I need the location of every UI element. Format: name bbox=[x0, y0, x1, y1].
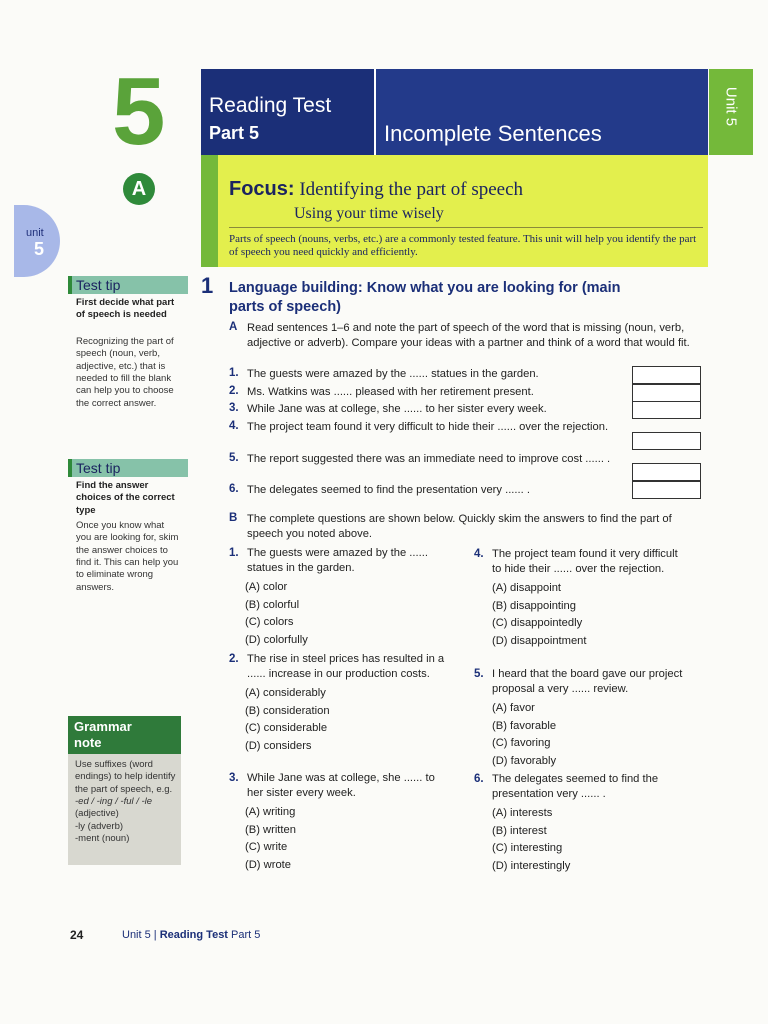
test-tip-bold: Find the answer choices of the correct type bbox=[76, 480, 175, 516]
question-block bbox=[474, 667, 689, 771]
question-number: 4. bbox=[474, 548, 484, 560]
footer-section: Reading Test bbox=[159, 929, 228, 941]
part-a-label: A bbox=[229, 321, 238, 333]
option: (C) considerable bbox=[245, 722, 328, 735]
grammar-example: -ment (noun) bbox=[75, 833, 130, 845]
item-text: The guests were amazed by the ...... statues in the garden. bbox=[247, 368, 539, 380]
answer-box[interactable] bbox=[632, 366, 701, 384]
test-tip-bold: First decide what part of speech is needed bbox=[76, 297, 175, 321]
grammar-note-heading bbox=[68, 716, 181, 754]
option: (C) favoring bbox=[492, 737, 551, 750]
grammar-note-text bbox=[75, 759, 179, 845]
option: (D) colorfully bbox=[245, 633, 308, 646]
exercise-title: Language building: Know what you are looking for (main parts of speech) bbox=[229, 280, 621, 315]
question-number: 2. bbox=[229, 653, 239, 665]
header-title-line1: Reading Test bbox=[209, 94, 332, 117]
focus-heading bbox=[229, 178, 523, 201]
option: (D) disappointment bbox=[492, 634, 587, 647]
question-block bbox=[229, 652, 454, 756]
option: (C) colors bbox=[245, 616, 294, 629]
unit-number: 5 bbox=[112, 58, 166, 165]
item-text: The report suggested there was an immediate need to improve cost ...... . bbox=[247, 453, 611, 465]
exercise-number: 1 bbox=[201, 273, 214, 298]
option: (A) considerably bbox=[245, 687, 326, 700]
question-number: 3. bbox=[229, 772, 239, 784]
option: (D) considers bbox=[245, 739, 312, 752]
page-number: 24 bbox=[70, 928, 84, 942]
option: (A) favor bbox=[492, 702, 535, 715]
item-number: 4. bbox=[229, 420, 239, 432]
question-text: The rise in steel prices has resulted in a ...... increase in our production costs. bbox=[247, 653, 445, 680]
question-text: The project team found it very difficult to hide their ...... over the rejection. bbox=[492, 548, 678, 575]
grammar-example: -ed / -ing / -ful / -le bbox=[75, 796, 153, 808]
option: (B) favorable bbox=[492, 719, 557, 732]
option: (B) written bbox=[245, 823, 296, 836]
option: (C) write bbox=[245, 841, 288, 854]
item-text: While Jane was at college, she ...... to her sister every week. bbox=[247, 403, 547, 415]
question-block bbox=[474, 547, 689, 651]
option: (D) wrote bbox=[245, 858, 291, 871]
item-number: 1. bbox=[229, 367, 239, 379]
side-unit-label: unit bbox=[26, 227, 44, 239]
item-number: 5. bbox=[229, 452, 239, 464]
option: (D) favorably bbox=[492, 754, 557, 767]
part-b-instruction: The complete questions are shown below. Quickly skim the answers to find the part of speech you noted above. bbox=[247, 513, 672, 540]
question-text: I heard that the board gave our project proposal a very ...... review. bbox=[492, 668, 683, 695]
answer-box[interactable] bbox=[632, 384, 701, 402]
footer-running-title bbox=[122, 929, 260, 941]
option: (A) writing bbox=[245, 806, 296, 819]
grammar-text: Use suffixes (word endings) to help identify the part of speech, e.g. bbox=[75, 759, 176, 795]
test-tip-heading: Test tip bbox=[68, 276, 188, 294]
question-number: 5. bbox=[474, 668, 484, 680]
option: (B) disappointing bbox=[492, 599, 576, 612]
question-text: The guests were amazed by the ...... statues in the garden. bbox=[247, 547, 428, 574]
option: (B) interest bbox=[492, 824, 547, 837]
option: (D) interestingly bbox=[492, 859, 571, 872]
grammar-example: -ly (adverb) bbox=[75, 820, 124, 832]
item-text: Ms. Watkins was ...... pleased with her retirement present. bbox=[247, 386, 534, 398]
question-block bbox=[474, 772, 689, 876]
question-block bbox=[229, 546, 454, 650]
option: (A) disappoint bbox=[492, 582, 562, 595]
test-tip-text: Recognizing the part of speech (noun, verb, adjective, etc.) that is needed to fill the blank can help you to choose the correct answer. bbox=[76, 336, 174, 409]
grammar-example-note: (adjective) bbox=[75, 808, 119, 820]
answer-box[interactable] bbox=[632, 481, 701, 499]
item-number: 2. bbox=[229, 385, 239, 397]
side-unit-number: 5 bbox=[34, 239, 45, 259]
item-number: 6. bbox=[229, 483, 239, 495]
part-b-label: B bbox=[229, 512, 238, 524]
item-number: 3. bbox=[229, 402, 239, 414]
unit-tab-label: Unit 5 bbox=[722, 86, 740, 127]
test-tip-text: Once you know what you are looking for, skim the answer choices to find it. This can help you to eliminate wrong answers. bbox=[76, 520, 179, 593]
test-tip-heading: Test tip bbox=[68, 459, 188, 477]
focus-accent bbox=[201, 155, 218, 267]
answer-box[interactable] bbox=[632, 463, 701, 481]
part-a-instruction: Read sentences 1–6 and note the part of speech of the word that is missing (noun, verb, adjective or adverb). Compare your ideas with a partner and think of a word that would fit. bbox=[247, 322, 690, 349]
question-text: While Jane was at college, she ...... to her sister every week. bbox=[247, 772, 435, 799]
sub-unit-badge: A bbox=[123, 173, 155, 205]
focus-line2: Using your time wisely bbox=[294, 205, 444, 222]
grammar-heading-line2: note bbox=[74, 734, 102, 750]
focus-divider bbox=[229, 227, 703, 228]
option: (A) interests bbox=[492, 807, 553, 820]
question-number: 1. bbox=[229, 547, 239, 559]
grammar-heading-line1: Grammar bbox=[74, 719, 132, 734]
side-unit-tab bbox=[14, 205, 60, 277]
option: (C) disappointedly bbox=[492, 617, 583, 630]
answer-box[interactable] bbox=[632, 401, 701, 419]
header-title-line2: Part 5 bbox=[209, 123, 260, 143]
question-number: 6. bbox=[474, 773, 484, 785]
footer-unit: Unit 5 | bbox=[122, 929, 157, 941]
option: (B) consideration bbox=[245, 704, 330, 717]
item-text: The project team found it very difficult to hide their ...... over the rejection. bbox=[247, 421, 609, 433]
answer-box[interactable] bbox=[632, 432, 701, 450]
question-block bbox=[229, 771, 454, 875]
option: (C) interesting bbox=[492, 842, 563, 855]
focus-line1: Identifying the part of speech bbox=[299, 179, 524, 200]
section-title: Incomplete Sentences bbox=[384, 121, 602, 146]
focus-label: Focus: bbox=[229, 178, 295, 200]
option: (B) colorful bbox=[245, 598, 300, 611]
focus-description: Parts of speech (nouns, verbs, etc.) are a commonly tested feature. This unit will help you identify the part of speech you need quickly and efficiently. bbox=[229, 233, 697, 259]
item-text: The delegates seemed to find the presentation very ...... . bbox=[247, 484, 530, 496]
option: (A) color bbox=[245, 581, 288, 594]
footer-part: Part 5 bbox=[231, 929, 261, 941]
question-text: The delegates seemed to find the presentation very ...... . bbox=[492, 773, 659, 800]
